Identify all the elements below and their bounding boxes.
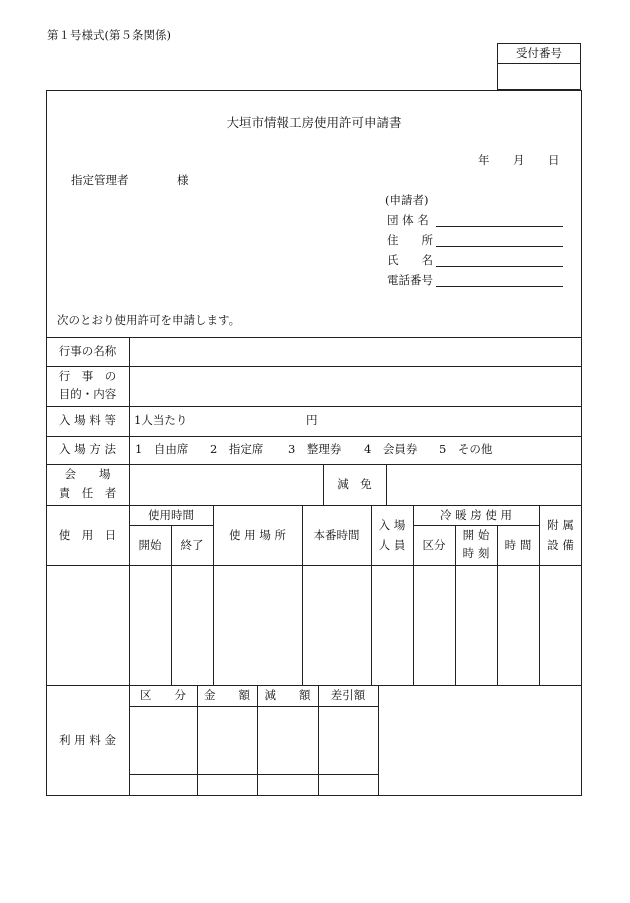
start-time-header-line1: 開 始 bbox=[462, 528, 490, 542]
start-time-header-line2: 時 刻 bbox=[462, 546, 490, 560]
exemption-field[interactable] bbox=[387, 465, 581, 505]
fee-category-header: 区 分 bbox=[140, 688, 186, 702]
hvac-header: 冷 暖 房 使 用 bbox=[439, 508, 513, 522]
method-option-4[interactable]: 4 会員券 bbox=[364, 442, 418, 456]
fee-net-header: 差引額 bbox=[330, 688, 366, 702]
receipt-number-label: 受付番号 bbox=[516, 46, 562, 60]
start-header: 開始 bbox=[138, 538, 162, 552]
fee-reduction-header: 減 額 bbox=[264, 688, 311, 702]
venue-manager-label-line1: 会 場 bbox=[64, 467, 111, 481]
name-field[interactable] bbox=[436, 266, 563, 267]
venue-manager-label-line2: 責 任 者 bbox=[58, 486, 117, 500]
admission-fee-per-person: 1人当たり bbox=[134, 413, 188, 427]
exemption-label: 減 免 bbox=[337, 477, 372, 491]
admission-fee-label: 入 場 料 等 bbox=[59, 413, 116, 427]
method-option-5[interactable]: 5 その他 bbox=[439, 442, 493, 456]
venue-manager-field[interactable] bbox=[130, 465, 323, 505]
date-month: 月 bbox=[513, 153, 525, 167]
hours-header: 時 間 bbox=[504, 538, 532, 552]
equipment-header-line1: 附 属 bbox=[547, 518, 574, 532]
event-name-field[interactable] bbox=[130, 338, 581, 366]
applicant-heading: (申請者) bbox=[385, 193, 429, 207]
use-place-header: 使 用 場 所 bbox=[229, 528, 286, 542]
method-option-3[interactable]: 3 整理券 bbox=[288, 442, 342, 456]
end-header: 終了 bbox=[180, 538, 204, 552]
phone-field[interactable] bbox=[436, 286, 563, 287]
usage-table-body[interactable] bbox=[47, 566, 581, 685]
method-option-2[interactable]: 2 指定席 bbox=[210, 442, 264, 456]
purpose-field[interactable] bbox=[130, 367, 581, 406]
admission-fee-yen: 円 bbox=[306, 413, 318, 427]
name-label: 氏 名 bbox=[387, 253, 433, 267]
equipment-header-line2: 設 備 bbox=[547, 538, 574, 552]
main-time-header: 本番時間 bbox=[313, 528, 360, 542]
form-title: 大垣市情報工房使用許可申請書 bbox=[226, 115, 402, 130]
group-name-field[interactable] bbox=[436, 226, 563, 227]
receipt-number-field[interactable] bbox=[498, 64, 580, 89]
address-field[interactable] bbox=[436, 246, 563, 247]
use-time-header: 使用時間 bbox=[148, 508, 194, 522]
method-option-1[interactable]: 1 自由席 bbox=[135, 442, 189, 456]
category-header: 区分 bbox=[422, 538, 446, 552]
purpose-label-line1: 行 事 の bbox=[58, 369, 117, 383]
purpose-label-line2: 目的・内容 bbox=[58, 387, 117, 401]
address-label: 住 所 bbox=[387, 233, 433, 247]
attendees-header-line2: 人 員 bbox=[378, 538, 406, 552]
date-year: 年 bbox=[478, 153, 490, 167]
form-number: 第１号様式(第５条関係) bbox=[47, 28, 171, 42]
attendees-header-line1: 入 場 bbox=[378, 518, 406, 532]
addressee-honorific: 様 bbox=[177, 173, 189, 187]
date-day: 日 bbox=[548, 153, 560, 167]
addressee-label: 指定管理者 bbox=[71, 173, 129, 187]
event-name-label: 行事の名称 bbox=[58, 344, 117, 358]
fee-label: 利 用 料 金 bbox=[59, 733, 116, 747]
phone-label: 電話番号 bbox=[387, 273, 433, 287]
use-date-header: 使 用 日 bbox=[58, 528, 117, 542]
fee-amount-header: 金 額 bbox=[204, 688, 250, 702]
fee-table-body[interactable] bbox=[130, 707, 378, 795]
group-name-label: 団 体 名 bbox=[387, 213, 429, 227]
intro-text: 次のとおり使用許可を申請します。 bbox=[57, 313, 241, 327]
admission-method-label: 入 場 方 法 bbox=[59, 442, 116, 456]
